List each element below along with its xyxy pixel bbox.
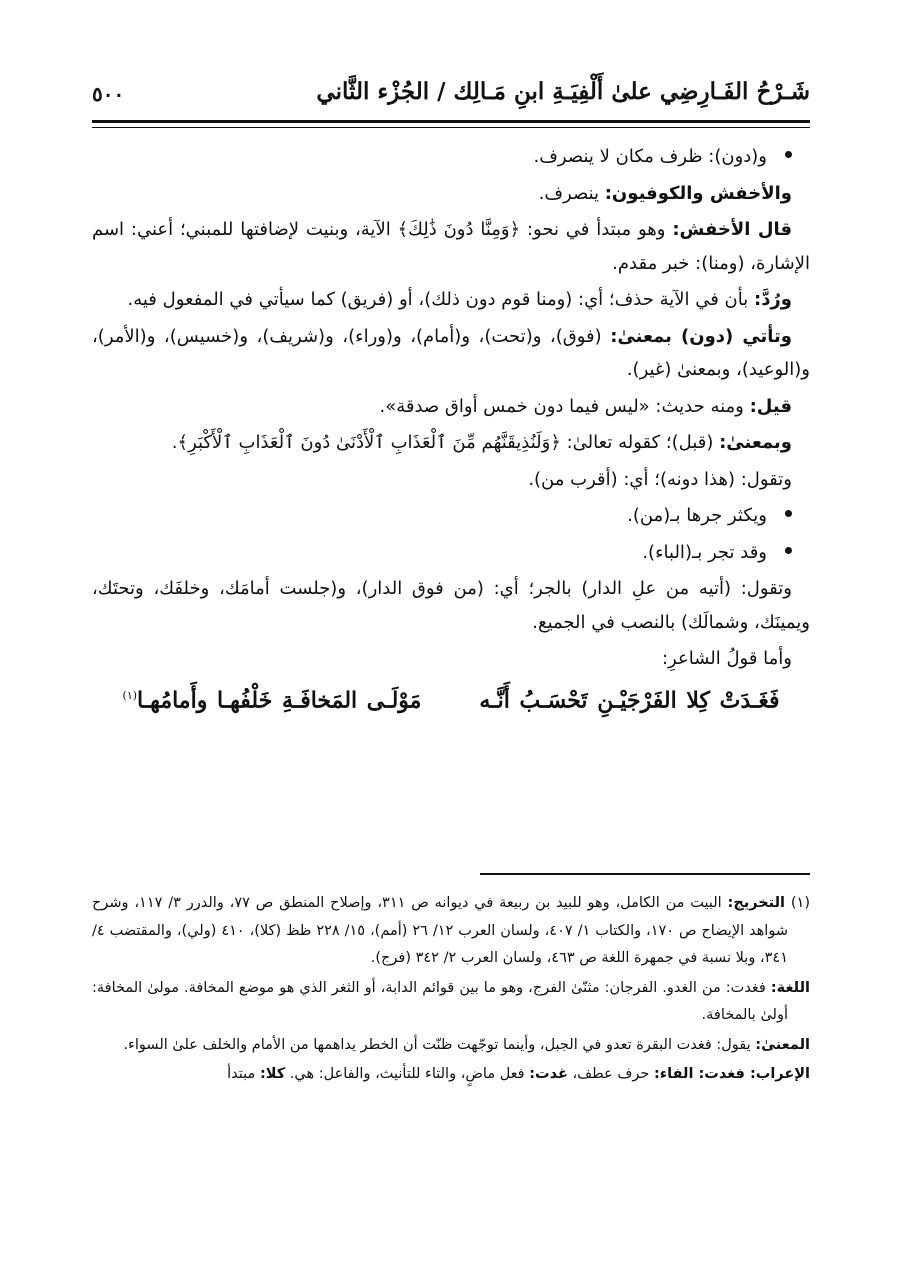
paragraph: قيل: ومنه حديث: «ليس فيما دون خمس أواق صدقة». xyxy=(379,395,792,417)
paragraph: وتأتي (دون) بمعنىٰ: (فوق)، و(تحت)، و(أمام)، و(وراء)، و(شريف)، و(خسيس)، و(الأمر)، و(الوعيد)، وبمعنىٰ (غير). xyxy=(92,325,810,380)
header-rule-thick xyxy=(92,120,810,123)
verse-second-hemistich: مَوْلَـى المَخافَـةِ خَلْفُهـا وأَمامُهـا xyxy=(137,686,422,713)
bullet-item: ويكثر جرها بـ(من). xyxy=(92,499,810,533)
paragraph: قال الأخفش: وهو مبتدأ في نحو: ﴿وَمِنَّا دُونَ ذَٰلِكَ﴾ الآية، وبنيت لإضافتها للمبني؛ أعني: اسم الإشارة، (ومنا): خبر مقدم. xyxy=(92,219,810,274)
bullet-icon xyxy=(785,151,792,158)
page-number: ٥٠٠ xyxy=(92,82,125,106)
verse-first-hemistich: فَغَـدَتْ كِلا الفَرْجَيْـنِ تَحْسَـبُ أَنَّـه xyxy=(479,686,780,713)
bullet-item: وقد تجر بـ(الباء). xyxy=(92,536,810,570)
bullet-icon xyxy=(785,510,792,517)
running-title: شَـرْحُ الفَـارِضِي علىٰ أَلْفِيَـةِ ابنِ مَـالِك / الجُزْء الثَّاني xyxy=(316,78,810,105)
paragraph: وأما قولُ الشاعرِ: xyxy=(661,648,792,669)
footnote-ref: (١) xyxy=(122,688,138,702)
paragraph: وتقول: (أتيه من علِ الدار) بالجر؛ أي: (من فوق الدار)، و(جلست أمامَك، وخلفَك، وتحتَك، ويمينَك، وشمالَك) بالنصب في الجميع. xyxy=(92,578,810,633)
page xyxy=(92,0,810,1271)
footnote: (١) التخريج: البيت من الكامل، وهو للبيد بن ربيعة في ديوانه ص ٣١١، وإصلاح المنطق ص ٧٧، والدرر ٣/ ١١٧، وشرح شواهد الإيضاح ص ١٧٠، والكتاب ١/ ٤٠٧، ولسان العرب ١٢/ ٢٦ (أمم)، ١٥/ ٢٢٨ ظظ (كلا)، ٤١٠ (ولي)، والمقتضب ٤/ ٣٤١، وبلا نسبة في جمهرة اللغة ص ٤٦٣، ولسان العرب ٢/ ٣٤٢ (فرج). xyxy=(92,895,810,966)
poetry-verse xyxy=(92,679,810,718)
footnote-rule xyxy=(480,873,810,875)
paragraph: وبمعنىٰ: (قبل)؛ كقوله تعالىٰ: ﴿وَلَنُذِيقَنَّهُم مِّنَ ٱلْعَذَابِ ٱلْأَدْنَىٰ دُونَ ٱلْعَذَابِ ٱلْأَكْبَرِ﴾. xyxy=(171,432,792,453)
footnotes xyxy=(92,890,810,1091)
main-text xyxy=(92,140,810,720)
paragraph: والأخفش والكوفيون: ينصرف. xyxy=(538,182,792,204)
paragraph: ورُدَّ: بأن في الآية حذف؛ أي: (ومنا قوم دون ذلك)، أو (فريق) كما سيأتي في المفعول فيه. xyxy=(127,289,792,310)
footnote: الإعراب: فغدت: الفاء: حرف عطف، غدت: فعل ماضٍ، والتاء للتأنيث، والفاعل: هي. كلا: مبتدأ xyxy=(227,1066,810,1082)
running-header xyxy=(92,78,810,114)
footnote: المعنىٰ: يقول: فغدت البقرة تعدو في الجبل، وأينما توجّهت ظنّت أن الخطر يداهمها من الأمام والخلف علىٰ السواء. xyxy=(123,1036,810,1053)
header-rule-thin xyxy=(92,127,810,128)
footnote: اللغة: فغدت: من الغدو. الفرجان: مثنّىٰ الفرج، وهو ما بين قوائم الدابة، أو الثغر الذي هو موضع المخافة. مولىٰ المخافة: أولىٰ بالمخافة. xyxy=(92,979,810,1023)
paragraph: وتقول: (هذا دونه)؛ أي: (أقرب من). xyxy=(528,468,792,490)
bullet-item: و(دون): ظرف مكان لا ينصرف. xyxy=(92,140,810,174)
bullet-icon xyxy=(785,547,792,554)
